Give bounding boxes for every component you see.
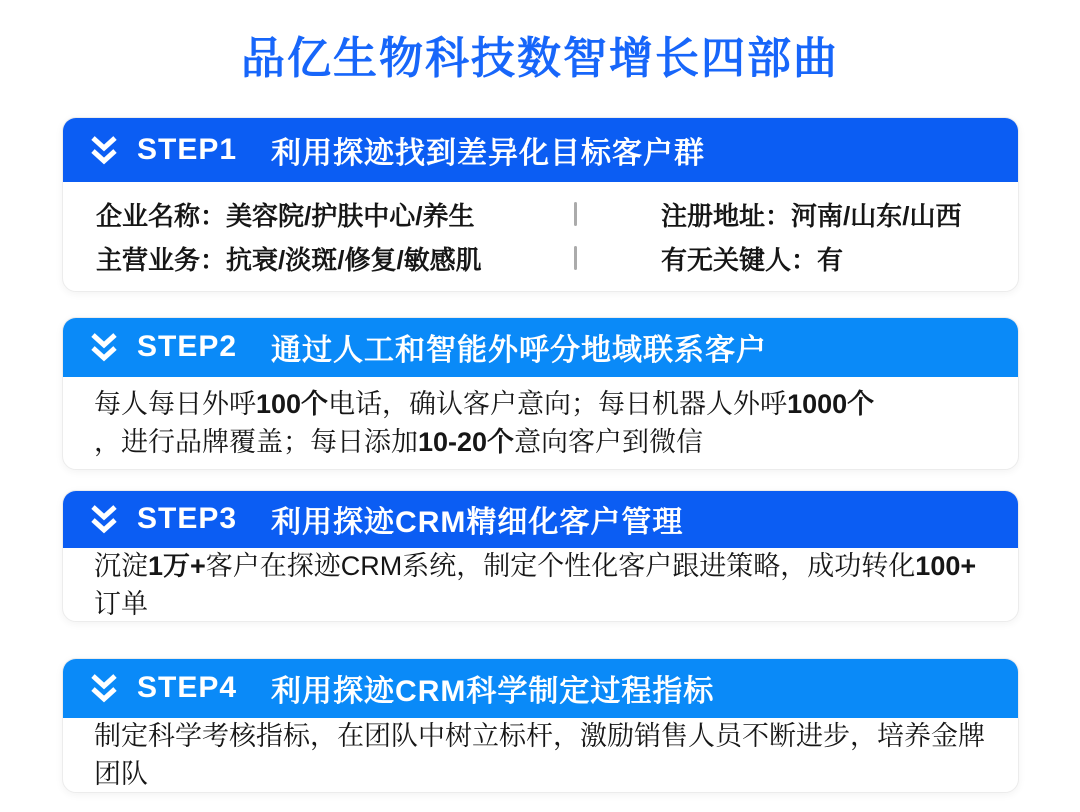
emphasized-text: 1万+ bbox=[148, 550, 206, 581]
double-chevron-down-icon bbox=[87, 503, 121, 537]
field-value: 抗衰/淡斑/修复/敏感肌 bbox=[226, 244, 482, 275]
field-value: 有 bbox=[817, 244, 844, 275]
step-card-2 bbox=[62, 317, 1019, 470]
step3-heading: 利用探迹CRM精细化客户管理 bbox=[271, 506, 684, 539]
step3-header bbox=[62, 490, 1019, 548]
double-chevron-down-icon bbox=[87, 331, 121, 365]
step4-body bbox=[63, 718, 1018, 792]
field-label: 主营业务： bbox=[96, 244, 227, 275]
step3-body bbox=[63, 548, 1018, 621]
field-value: 美容院/护肤中心/养生 bbox=[226, 200, 475, 231]
emphasized-text: 100+ bbox=[915, 550, 977, 581]
body-text: 每人每日外呼 bbox=[94, 389, 256, 419]
step-card-1 bbox=[62, 117, 1019, 292]
step1-label: STEP1 bbox=[137, 132, 238, 166]
body-text: 沉淀 bbox=[94, 550, 148, 581]
emphasized-text: 10-20个 bbox=[418, 427, 515, 457]
column-divider bbox=[574, 202, 577, 226]
field-registered-address bbox=[661, 196, 1018, 233]
step-card-4 bbox=[62, 658, 1019, 793]
body-text: 制定科学考核指标，在团队中树立标杆，激励销售人员不断进步，培养金牌团队 bbox=[94, 721, 985, 789]
step1-header bbox=[62, 117, 1019, 182]
emphasized-text: 1000个 bbox=[787, 389, 875, 419]
step2-heading: 通过人工和智能外呼分地域联系客户 bbox=[271, 334, 768, 367]
body-text: 电话，确认客户意向；每日机器人外呼 bbox=[328, 389, 788, 419]
field-label: 注册地址： bbox=[661, 200, 792, 231]
column-divider bbox=[574, 246, 577, 270]
step2-label: STEP2 bbox=[137, 330, 238, 363]
field-label: 有无关键人： bbox=[661, 244, 818, 275]
step-card-3 bbox=[62, 490, 1019, 622]
step2-header bbox=[62, 317, 1019, 377]
field-value: 河南/山东/山西 bbox=[791, 200, 962, 231]
step1-heading: 利用探迹找到差异化目标客户群 bbox=[271, 136, 706, 170]
step4-heading: 利用探迹CRM科学制定过程指标 bbox=[271, 675, 715, 708]
double-chevron-down-icon bbox=[87, 134, 121, 168]
field-key-person bbox=[661, 240, 1018, 277]
body-text: ，进行品牌覆盖；每日添加 bbox=[94, 427, 418, 457]
body-text: 订单 bbox=[94, 588, 148, 619]
step2-body bbox=[63, 377, 1018, 469]
step4-label: STEP4 bbox=[137, 671, 238, 704]
double-chevron-down-icon bbox=[87, 672, 121, 706]
emphasized-text: 100个 bbox=[256, 389, 329, 419]
step4-header bbox=[62, 658, 1019, 718]
body-text: 客户在探迹CRM系统，制定个性化客户跟进策略，成功转化 bbox=[205, 550, 916, 581]
page-title: 品亿生物科技数智增长四部曲 bbox=[241, 34, 839, 83]
step3-label: STEP3 bbox=[137, 502, 238, 535]
step1-body bbox=[63, 182, 1018, 280]
field-label: 企业名称： bbox=[96, 200, 227, 231]
body-text: 意向客户到微信 bbox=[514, 427, 704, 457]
